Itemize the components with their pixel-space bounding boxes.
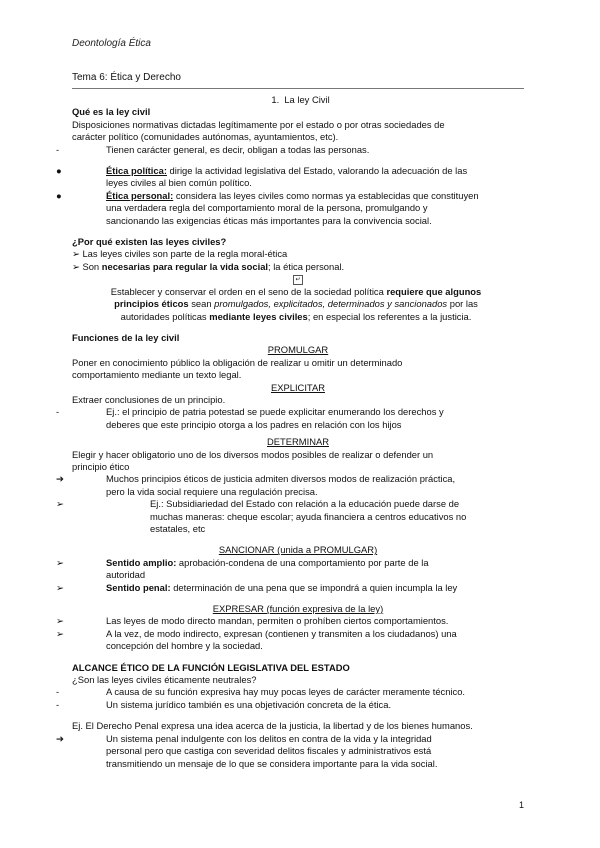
subheading-funciones: Funciones de la ley civil (72, 331, 180, 343)
bullet-item: ● Ética política: dirige la actividad legislativa del Estado, valorando la adecuación de las (56, 165, 468, 177)
header-divider (72, 88, 524, 89)
dash-item: - Ej.: el principio de patria potestad se puede explicitar enumerando los derechos y (56, 406, 444, 418)
arrow-marker: ➔ (56, 473, 64, 485)
function-text: comportamiento mediante un texto legal. (72, 369, 242, 381)
arrow-marker: ➢ (72, 248, 83, 260)
function-text: principio ético (72, 460, 130, 472)
arrow-item-cont: autoridad (106, 569, 146, 581)
arrow-item: ➢ A la vez, de modo indirecto, expresan (contienen y transmiten a los ciudadanos) una (56, 627, 457, 639)
function-text: Poner en conocimiento público la obligación de realizar u omitir un determinado (72, 356, 403, 368)
dash-marker: - (56, 406, 60, 418)
function-text: Extraer conclusiones de un principio. (72, 393, 226, 405)
subheading-por-que: ¿Por qué existen las leyes civiles? (72, 236, 227, 248)
bullet-item-cont: sancionando las exigencias éticas más importantes para la convivencia social. (106, 214, 432, 226)
main-content (56, 94, 524, 770)
arrow-marker: ➢ (56, 627, 64, 639)
arrow-item: ➢ Sentido amplio: aprobación-condena de una comportamiento por parte de la (56, 556, 429, 568)
arrow-item: ➢ Son necesarias para regular la vida social; la ética personal. (72, 260, 345, 272)
arrow-item-cont: personal pero que castiga con severidad delitos fiscales y administrativos está (106, 745, 432, 757)
definition-line: carácter político (comunidades autónomas, ayuntamientos, etc). (72, 131, 339, 143)
arrow-item: ➢ Las leyes civiles son parte de la regla moral-ética (72, 248, 288, 260)
arrow-item: ➔ Muchos principios éticos de justicia admiten diversos modos de realización práctica, (56, 473, 456, 485)
topic-title: Tema 6: Ética y Derecho (72, 72, 181, 83)
dash-item-cont: deberes que este principio otorga a los padres en relación con los hijos (106, 418, 402, 430)
function-heading-explicitar: EXPLICITAR (270, 381, 325, 393)
function-heading-sancionar: SANCIONAR (unida a PROMULGAR) (218, 544, 378, 556)
arrow-subitem: ➢ Ej.: Subsidiariedad del Estado con relación a la educación puede darse de (56, 498, 460, 510)
bullet-item-cont: leyes civiles al bien común político. (106, 177, 252, 189)
definition-line: Disposiciones normativas dictadas legítimamente por el estado o por otras sociedades de (72, 118, 445, 130)
placeholder-glyph-icon: ↵ (293, 275, 303, 285)
subheading-que-es: Qué es la ley civil (72, 106, 151, 118)
arrow-item: ➔ Un sistema penal indulgente con los delitos en contra de la vida y la integridad (56, 732, 432, 744)
dash-marker: - (56, 698, 60, 710)
arrow-marker: ➢ (56, 615, 64, 627)
section-heading: 1. La ley Civil (271, 94, 330, 105)
function-heading-promulgar: PROMULGAR (267, 344, 329, 356)
dash-item: - Tienen carácter general, es decir, obligan a todas las personas. (56, 143, 370, 155)
bullet-marker: ● (56, 189, 62, 201)
arrow-item-cont: pero la vida social requiere una regulación precisa. (106, 485, 318, 497)
subheading-alcance: ALCANCE ÉTICO DE LA FUNCIÓN LEGISLATIVA DEL ESTADO (72, 661, 350, 673)
bullet-item: ● Ética personal: considera las leyes civiles como normas ya establecidas que constituyen (56, 189, 479, 201)
function-heading-expresar: EXPRESAR (función expresiva de la ley) (212, 603, 384, 615)
question-line: ¿Son las leyes civiles éticamente neutrales? (72, 674, 257, 686)
function-text: Elegir y hacer obligatorio uno de los diversos modos posibles de realizar o defender un (72, 448, 434, 460)
arrow-marker: ➢ (56, 498, 64, 510)
arrow-subitem-cont: muchas maneras: cheque escolar; ayuda financiera a centros educativos no (150, 510, 467, 522)
centered-paragraph: Establecer y conservar el orden en el seno de la sociedad política requiere que algunos principios éticos sean promulgados, explicitados, determinados y sancionados por las autoridades políticas mediante leyes civiles; en especial los referentes a la justicia. (110, 285, 482, 322)
arrow-marker: ➢ (56, 556, 64, 568)
arrow-marker: ➢ (56, 581, 64, 593)
arrow-subitem-cont: estatales, etc (150, 523, 206, 534)
dash-marker: - (56, 143, 60, 155)
page-number: 1 (518, 800, 524, 810)
arrow-marker: ➢ (72, 260, 83, 272)
arrow-item: ➢ Las leyes de modo directo mandan, permiten o prohíben ciertos comportamientos. (56, 615, 449, 627)
arrow-item-cont: concepción del hombre y la sociedad. (106, 640, 263, 652)
bullet-item-cont: una verdadera regla del comportamiento moral de la persona, promulgando y (106, 202, 428, 214)
arrow-item-cont: transmitiendo un mensaje de lo que se considera importante para la vida social. (106, 757, 438, 769)
dash-item: - Un sistema jurídico también es una objetivación concreta de la ética. (56, 698, 392, 710)
arrow-marker: ➔ (56, 732, 64, 744)
document-header-title: Deontología Ética (72, 38, 151, 49)
dash-item: - A causa de su función expresiva hay muy pocas leyes de carácter meramente técnico. (56, 686, 466, 698)
bullet-marker: ● (56, 165, 62, 177)
example-line: Ej. El Derecho Penal expresa una idea acerca de la justicia, la libertad y de los bienes humanos. (72, 720, 473, 732)
dash-marker: - (56, 686, 60, 698)
function-heading-determinar: DETERMINAR (267, 436, 329, 448)
arrow-item: ➢ Sentido penal: determinación de una pena que se impondrá a quien incumpla la ley (56, 581, 458, 593)
